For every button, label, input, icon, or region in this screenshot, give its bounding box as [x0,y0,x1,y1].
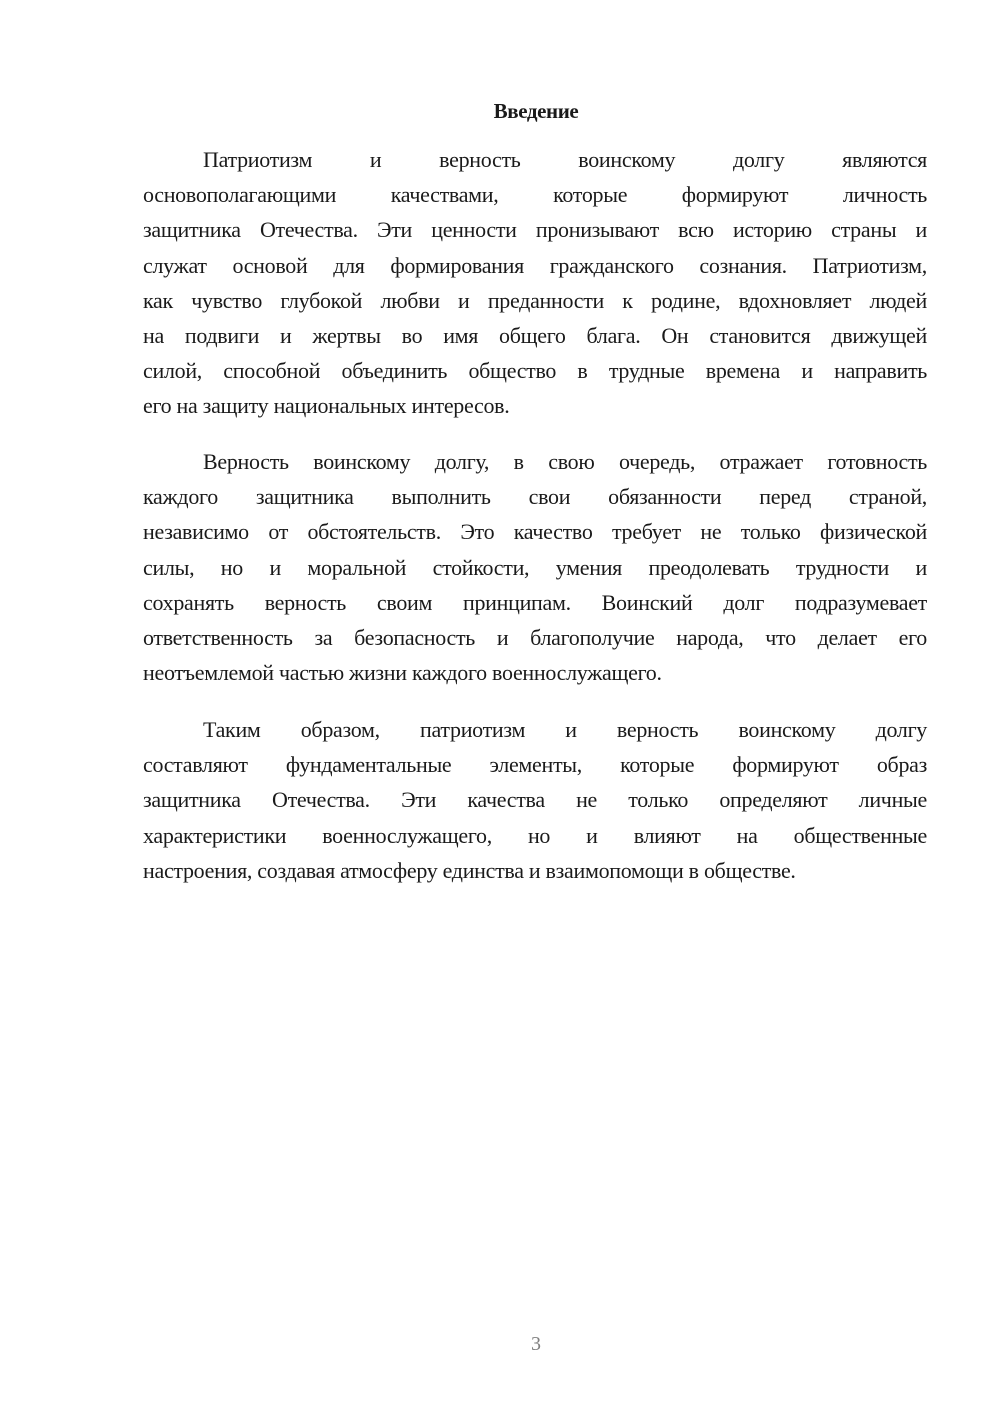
text-line: характеристики военнослужащего, но и влияют на общественные [143,822,927,848]
page-number: 3 [531,1333,541,1355]
text-line: на подвиги и жертвы во имя общего блага. Он становится движущей [143,322,927,348]
paragraph-1 [143,142,927,424]
text-line: защитника Отечества. Эти ценности пронизывают всю историю страны и [143,217,927,243]
text-line: неотъемлемой частью жизни каждого военнослужащего. [143,660,662,686]
text-line: защитника Отечества. Эти качества не только определяют личные [143,787,927,813]
section-title: Введение [493,99,579,123]
text-line: составляют фундаментальные элементы, которые формируют образ [143,752,927,778]
text-line: Верность воинскому долгу, в свою очередь, отражает готовность [203,449,927,474]
text-line: ответственность за безопасность и благополучие народа, что делает его [143,624,927,650]
paragraph-3 [143,712,927,888]
text-line: Таким образом, патриотизм и верность воинскому долгу [203,717,927,742]
text-line: каждого защитника выполнить свои обязанности перед страной, [143,484,927,510]
text-line: основополагающими качествами, которые формируют личность [143,182,927,208]
text-line: силы, но и моральной стойкости, умения преодолевать трудности и [143,554,927,580]
text-line: его на защиту национальных интересов. [143,393,510,419]
paragraph-2 [143,444,927,690]
text-line: независимо от обстоятельств. Это качество требует не только физической [143,519,927,545]
text-line: настроения, создавая атмосферу единства и взаимопомощи в обществе. [143,857,796,883]
text-line: силой, способной объединить общество в трудные времена и направить [143,358,927,384]
text-line: служат основой для формирования гражданского сознания. Патриотизм, [143,252,927,278]
text-line: сохранять верность своим принципам. Воинский долг подразумевает [143,589,927,615]
text-line: Патриотизм и верность воинскому долгу являются [203,147,927,172]
text-line: как чувство глубокой любви и преданности к родине, вдохновляет людей [143,287,927,313]
